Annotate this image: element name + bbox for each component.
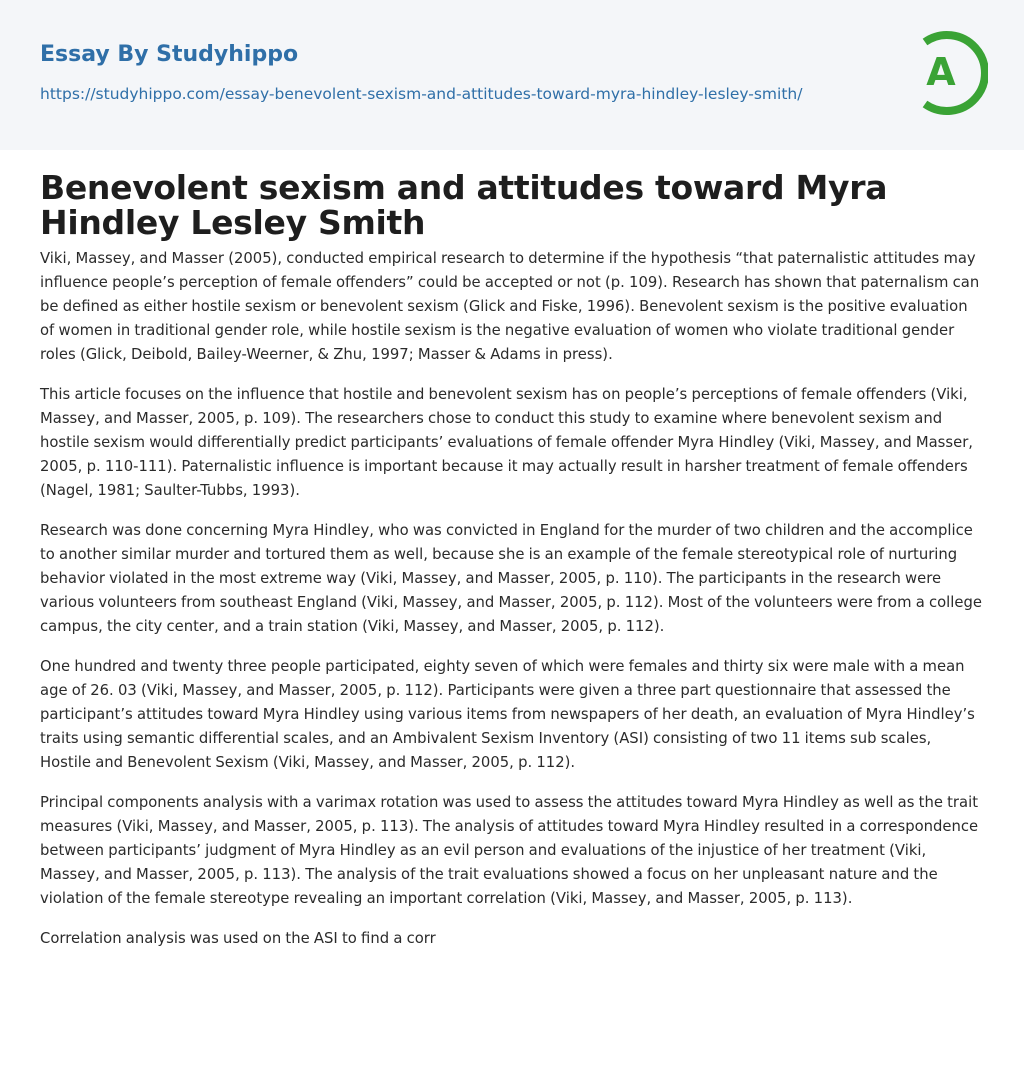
page-title: Benevolent sexism and attitudes toward Myra Hindley Lesley Smith: [40, 168, 888, 242]
page-url-link[interactable]: https://studyhippo.com/essay-benevolent-sexism-and-attitudes-toward-myra-hindley-lesley-smith/: [40, 85, 803, 103]
logo-letter: A: [926, 50, 956, 94]
article-paragraph-6: Correlation analysis was used on the ASI to find a corr: [40, 930, 436, 947]
article: [0, 150, 1024, 951]
site-header: [0, 0, 1024, 150]
article-paragraph-2: This article focuses on the influence that hostile and benevolent sexism has on people’s perceptions of female offenders (Viki, Massey, and Masser, 2005, p. 109). The researchers chose to conduct this study to examine where benevolent sexism and hostile sexism would differentially predict participants’ evaluations of female offender Myra Hindley (Viki, Massey, and Masser, 2005, p. 110-111). Paternalistic influence is important because it may actually result in harsher treatment of female offenders (Nagel, 1981; Saulter-Tubbs, 1993).: [40, 386, 973, 499]
article-paragraph-5: Principal components analysis with a varimax rotation was used to assess the attitudes toward Myra Hindley as well as the trait measures (Viki, Massey, and Masser, 2005, p. 113). The analysis of attitudes toward Myra Hindley resulted in a correspondence between participants’ judgment of Myra Hindley as an evil person and evaluations of the injustice of her treatment (Viki, Massey, and Masser, 2005, p. 113). The analysis of the trait evaluations showed a focus on her unpleasant nature and the violation of the female stereotype revealing an important correlation (Viki, Massey, and Masser, 2005, p. 113).: [40, 794, 979, 907]
site-brand[interactable]: Essay By Studyhippo: [40, 42, 299, 67]
article-paragraph-3: Research was done concerning Myra Hindley, who was convicted in England for the murder of two children and the accomplice to another similar murder and tortured them as well, because she is an example of the female stereotypical role of nurturing behavior violated in the most extreme way (Viki, Massey, and Masser, 2005, p. 110). The participants in the research were various volunteers from southeast England (Viki, Massey, and Masser, 2005, p. 112). Most of the volunteers were from a college campus, the city center, and a train station (Viki, Massey, and Masser, 2005, p. 112).: [40, 522, 982, 635]
article-paragraph-1: Viki, Massey, and Masser (2005), conducted empirical research to determine if the hypothesis “that paternalistic attitudes may influence people’s perception of female offenders” could be accepted or not (p. 109). Research has shown that paternalism can be defined as either hostile sexism or benevolent sexism (Glick and Fiske, 1996). Benevolent sexism is the positive evaluation of women in traditional gender role, while hostile sexism is the negative evaluation of women who violate traditional gender roles (Glick, Deibold, Bailey-Weerner, & Zhu, 1997; Masser & Adams in press).: [40, 250, 980, 363]
article-paragraph-4: One hundred and twenty three people participated, eighty seven of which were females and thirty six were male with a mean age of 26. 03 (Viki, Massey, and Masser, 2005, p. 112). Participants were given a three part questionnaire that assessed the participant’s attitudes toward Myra Hindley using various items from newspapers of her death, an evaluation of Myra Hindley’s traits using semantic differential scales, and an Ambivalent Sexism Inventory (ASI) consisting of two 11 items sub scales, Hostile and Benevolent Sexism (Viki, Massey, and Masser, 2005, p. 112).: [40, 658, 975, 771]
studyhippo-logo-icon[interactable]: [898, 28, 988, 118]
